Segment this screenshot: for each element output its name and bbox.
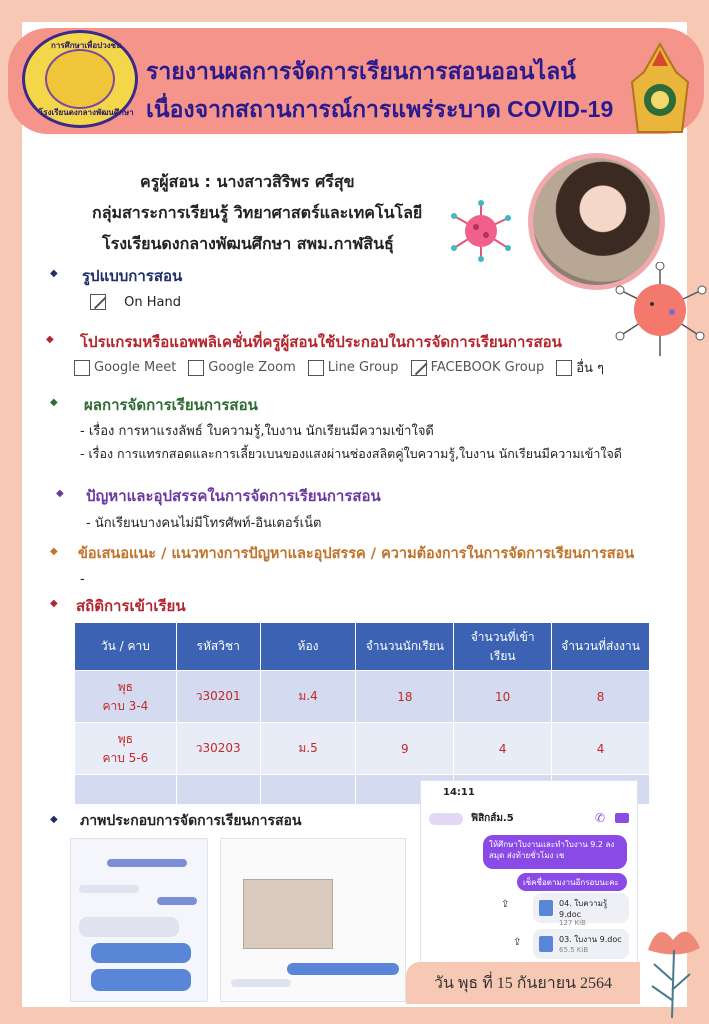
suggestions-title: ข้อเสนอแนะ / แนวทางการปัญหาและอุปสรรค / ความต้องการในการจัดการเรียนการสอน [78, 546, 635, 562]
flower-decoration-icon [638, 920, 708, 1020]
attended-cell: 4 [454, 723, 552, 775]
attendance-table [74, 622, 650, 805]
day-period-cell: พุธ คาบ 3-4 [75, 671, 177, 723]
checkbox[interactable] [74, 360, 90, 376]
bullet-icon: ◆ [50, 397, 58, 408]
platform-option-other[interactable] [556, 357, 604, 378]
bullet-icon: ◆ [50, 598, 58, 609]
subject-group: กลุ่มสาระการเรียนรู้ วิทยาศาสตร์และเทคโนโลยี [92, 203, 423, 222]
column-header: รหัสวิชา [176, 623, 260, 671]
pictures-title: ภาพประกอบการจัดการเรียนการสอน [80, 813, 302, 829]
checkbox[interactable] [308, 360, 324, 376]
phone-chat-screenshot [420, 780, 638, 964]
platform-option-google-zoom[interactable] [188, 357, 295, 378]
teaching-format-title: รูปแบบการสอน [82, 267, 183, 285]
worksheet-photo [243, 879, 333, 949]
bullet-icon: ◆ [50, 546, 58, 557]
teaching-format-option [90, 294, 181, 310]
on-hand-checkbox[interactable] [90, 294, 106, 310]
students-cell: 9 [356, 723, 454, 775]
chat-screenshot-1 [70, 838, 208, 1002]
problem-item: - นักเรียนบางคนไม่มีโทรศัพท์-อินเตอร์เน็ต [86, 516, 322, 531]
teacher-name: ครูผู้สอน : นางสาวสิริพร ศรีสุข [140, 172, 355, 191]
platform-option-facebook-group[interactable] [411, 357, 545, 378]
file-attachment[interactable]: 04. ใบความรู้ 9.doc 127 KiB [533, 893, 629, 923]
phone-time: 14:11 [443, 787, 475, 798]
option-label: Google Meet [94, 360, 177, 375]
platform-option-line-group[interactable] [308, 357, 399, 378]
virus-icon [448, 200, 514, 262]
report-title-line1: รายงานผลการจัดการเรียนการสอนออนไลน์ [146, 58, 576, 84]
share-icon[interactable]: ⇪ [513, 937, 522, 948]
table-row [75, 723, 650, 775]
report-date: วัน พุธ ที่ 15 กันยายน 2564 [406, 962, 640, 1004]
bullet-icon: ◆ [46, 334, 54, 345]
report-title-line2: เนื่องจากสถานการณ์การแพร่ระบาด COVID-19 [146, 96, 614, 122]
submitted-cell: 8 [552, 671, 650, 723]
chat-message: ให้ศึกษาใบงานและทำใบงาน 9.2 ลงสมุด ส่งท้ายชั่วโมง เช [483, 835, 627, 869]
result-item: - เรื่อง การหาแรงลัพธ์ ใบความรู้,ใบงาน นักเรียนมีความเข้าใจดี [80, 424, 434, 439]
column-header: จำนวนที่เข้าเรียน [454, 623, 552, 671]
option-label: Google Zoom [208, 360, 296, 375]
file-attachment[interactable]: 03. ใบงาน 9.doc 65.5 KiB [533, 929, 629, 959]
checkbox[interactable] [188, 360, 204, 376]
teaching-format-label: On Hand [124, 294, 181, 310]
bullet-icon: ◆ [50, 814, 58, 825]
option-label: อื่น ๆ [576, 361, 605, 376]
code-cell: ว30203 [176, 723, 260, 775]
column-header: วัน / คาบ [75, 623, 177, 671]
logo-ring-text-bottom: โรงเรียนดงกลางพัฒนศึกษา [39, 108, 134, 117]
call-icon[interactable]: ✆ [595, 811, 606, 825]
platform-options [74, 357, 604, 378]
checkbox[interactable] [411, 360, 427, 376]
result-item: - เรื่อง การแทรกสอดและการเลี้ยวเบนของแสงผ่านช่องสลิตคู่ใบความรู้,ใบงาน นักเรียนมีความเข้าใจดี [80, 446, 622, 461]
option-label: Line Group [327, 360, 399, 375]
students-cell: 18 [356, 671, 454, 723]
school-name: โรงเรียนดงกลางพัฒนศึกษา สพม.กาฬสินธุ์ [102, 234, 394, 253]
document-icon [539, 900, 553, 916]
share-icon[interactable]: ⇪ [501, 899, 510, 910]
attendance-title: สถิติการเข้าเรียน [76, 597, 186, 615]
results-title: ผลการจัดการเรียนการสอน [84, 396, 258, 414]
ministry-emblem-icon [626, 42, 694, 134]
chat-contact-name: ฟิสิกส์ม.5 [471, 813, 514, 824]
document-icon [539, 936, 553, 952]
virus-decoration-icon [612, 262, 708, 358]
school-logo [22, 30, 138, 128]
platform-option-google-meet[interactable] [74, 357, 176, 378]
chat-screenshot-2 [220, 838, 406, 1002]
checkbox[interactable] [556, 360, 572, 376]
video-call-icon[interactable] [615, 813, 629, 823]
column-header: จำนวนที่ส่งงาน [552, 623, 650, 671]
bullet-icon: ◆ [56, 488, 64, 499]
table-header-row [75, 623, 650, 671]
programs-title: โปรแกรมหรือแอพพลิเคชั่นที่ครูผู้สอนใช้ประกอบในการจัดการเรียนการสอน [80, 333, 562, 351]
attended-cell: 10 [454, 671, 552, 723]
suggestion-item: - [80, 572, 85, 587]
problems-title: ปัญหาและอุปสรรคในการจัดการเรียนการสอน [86, 487, 381, 505]
column-header: ห้อง [260, 623, 356, 671]
table-row [75, 671, 650, 723]
submitted-cell: 4 [552, 723, 650, 775]
option-label: FACEBOOK Group [430, 360, 545, 375]
bullet-icon: ◆ [50, 268, 58, 279]
back-icon[interactable] [429, 813, 463, 825]
chat-message: เช็คชื่อตามงานอีกรอบนะคะ [517, 873, 627, 891]
column-header: จำนวนนักเรียน [356, 623, 454, 671]
day-period-cell: พุธ คาบ 5-6 [75, 723, 177, 775]
room-cell: ม.4 [260, 671, 356, 723]
room-cell: ม.5 [260, 723, 356, 775]
tree-emblem-icon [45, 49, 115, 109]
code-cell: ว30201 [176, 671, 260, 723]
logo-ring-text-top: การศึกษาเพื่อปวงชน [51, 41, 122, 50]
